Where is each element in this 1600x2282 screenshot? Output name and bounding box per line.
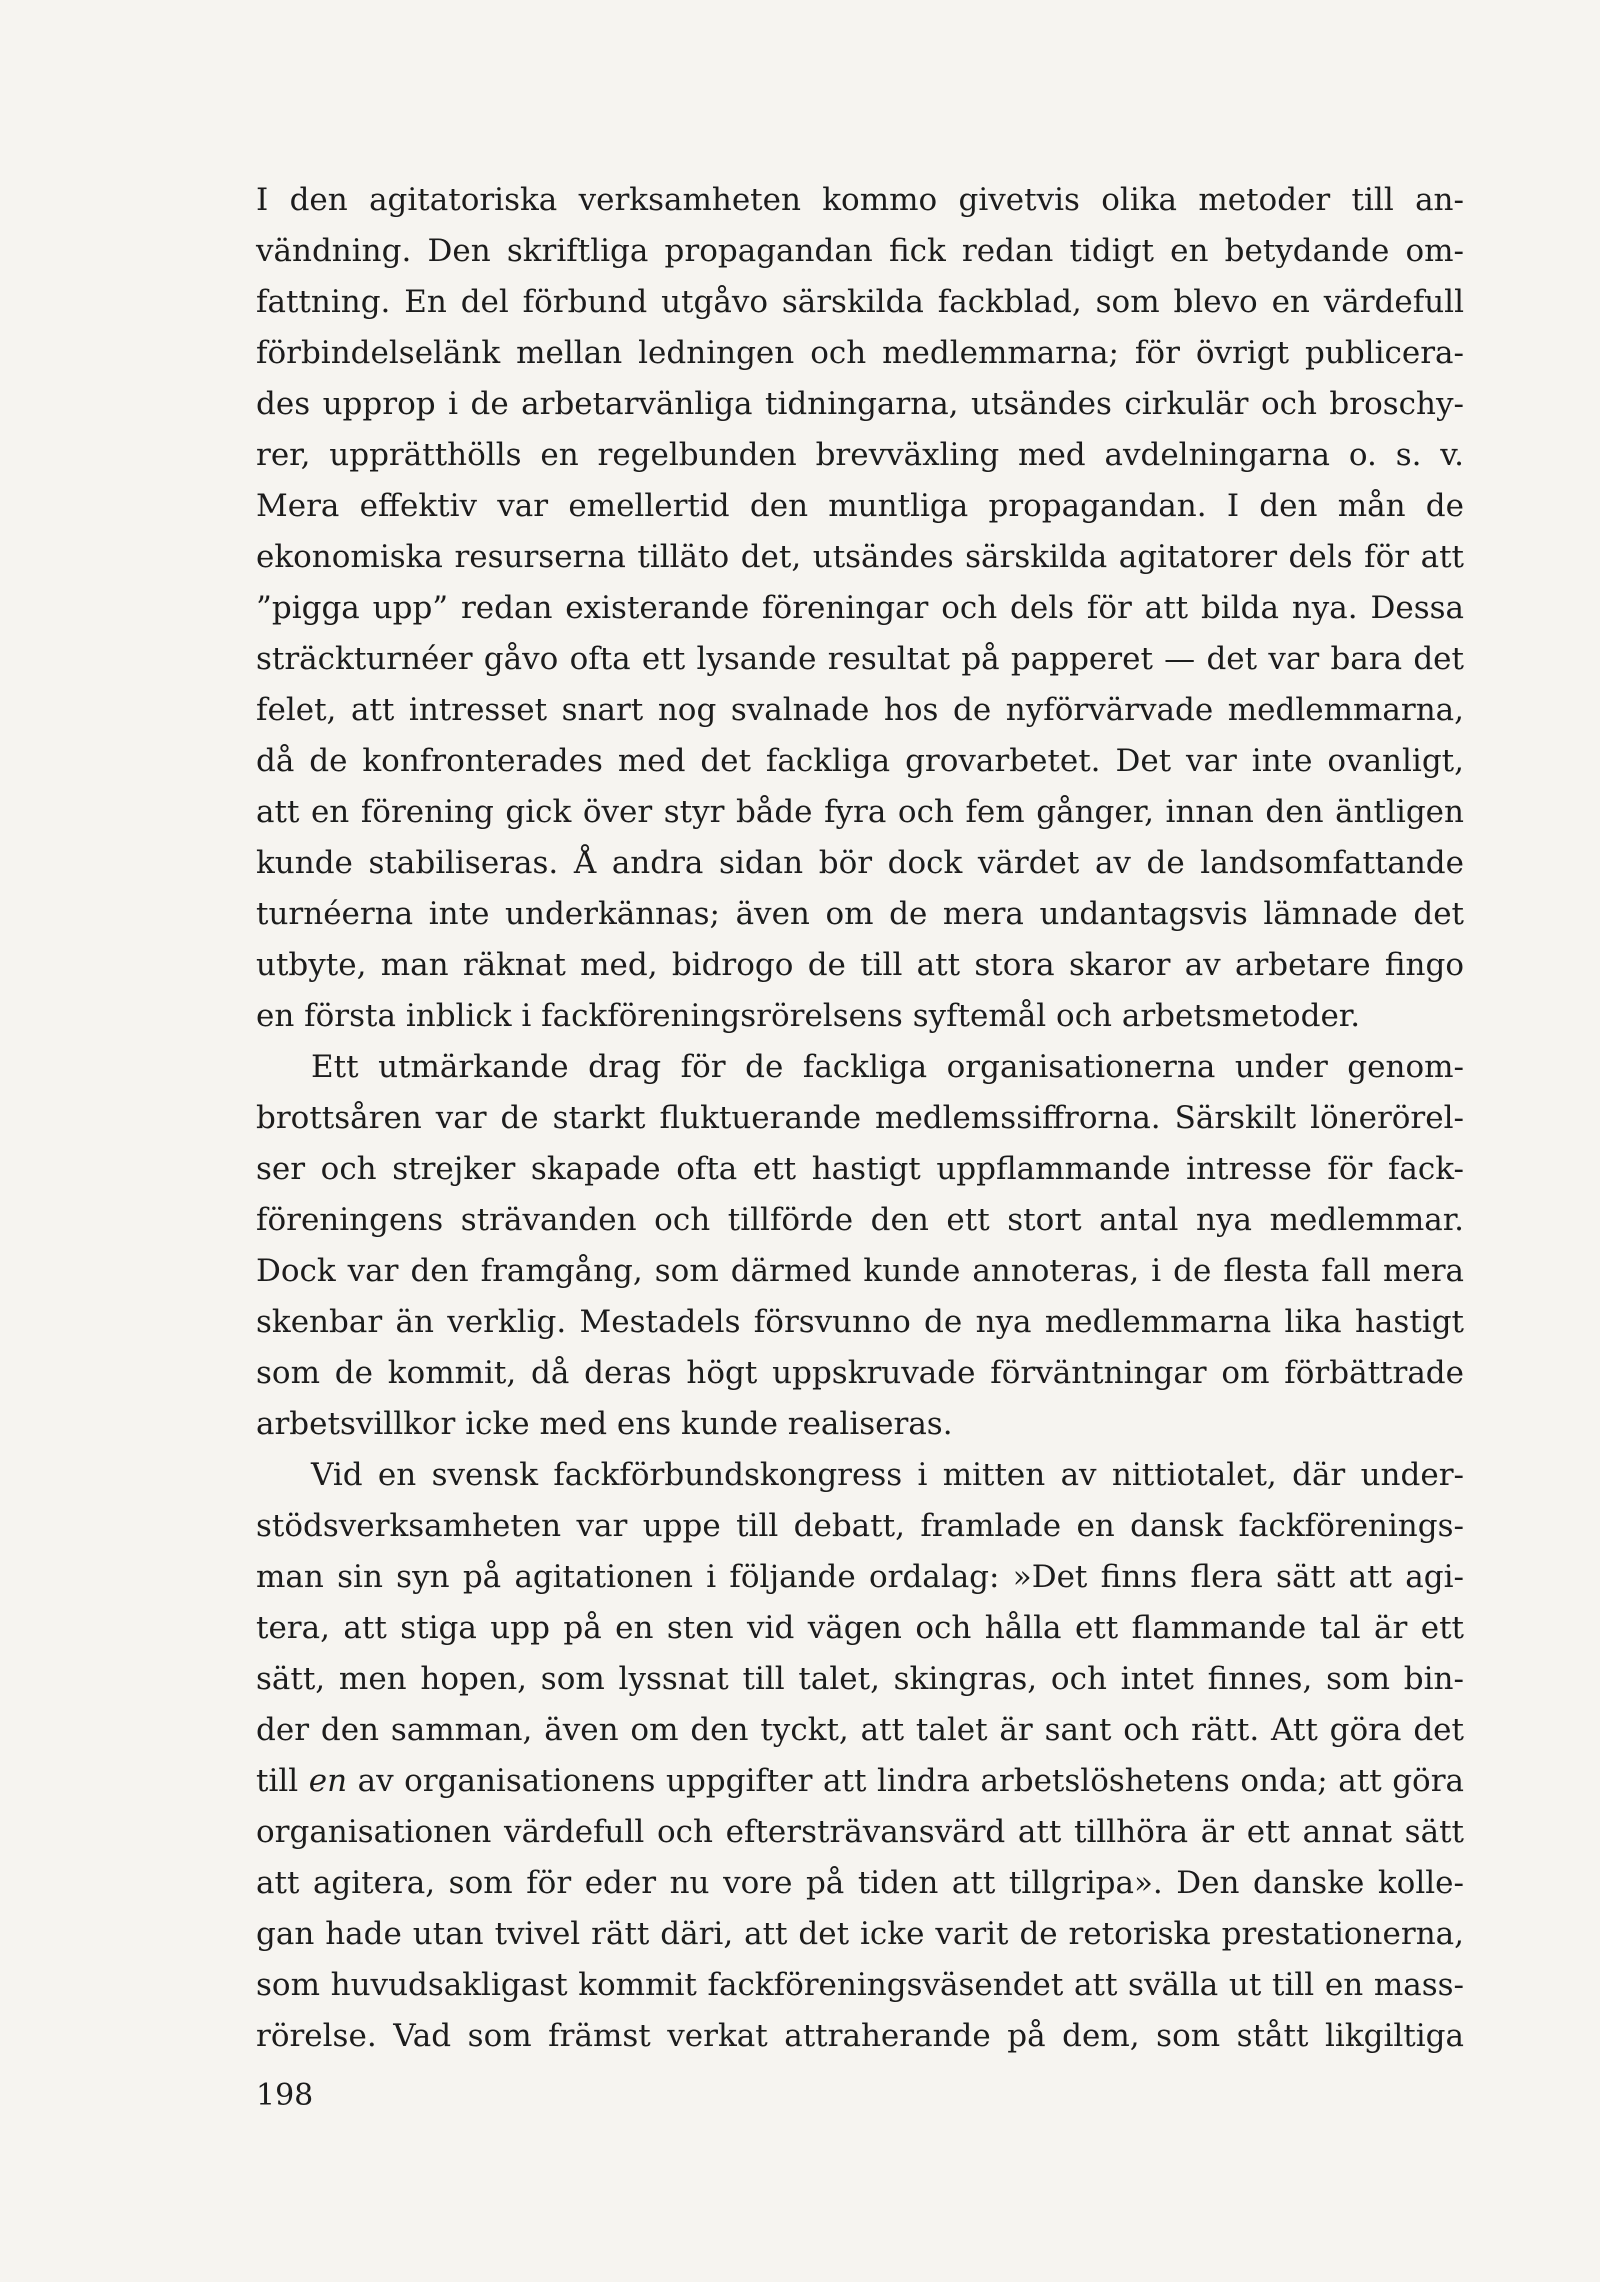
text-line: vändning. Den skriftliga propagandan fick redan tidigt en betydande om- xyxy=(256,233,1464,269)
text-line xyxy=(256,1756,1464,1807)
text-line: som de kommit, då deras högt uppskruvade förväntningar om förbättrade xyxy=(256,1355,1464,1391)
paragraph-3 xyxy=(256,1450,1464,2062)
text-line: föreningens strävanden och tillförde den ett stort antal nya medlemmar. xyxy=(256,1202,1464,1238)
text-run: av organisationens uppgifter att lindra arbetslöshetens onda; att göra xyxy=(347,1763,1464,1799)
text-line: felet, att intresset snart nog svalnade hos de nyförvärvade medlemmarna, xyxy=(256,692,1464,728)
text-line: kunde stabiliseras. Å andra sidan bör dock värdet av de landsomfattande xyxy=(256,845,1464,881)
text-line: skenbar än verklig. Mestadels försvunno de nya medlemmarna lika hastigt xyxy=(256,1304,1464,1340)
text-line: arbetsvillkor icke med ens kunde realiseras. xyxy=(256,1406,953,1442)
text-line: organisationen värdefull och eftersträvansvärd att tillhöra är ett annat sätt xyxy=(256,1814,1464,1850)
text-run: till xyxy=(256,1763,299,1799)
text-line: man sin syn på agitationen i följande ordalag: »Det finns flera sätt att agi- xyxy=(256,1559,1464,1595)
body-text xyxy=(256,175,1464,2062)
page-number: 198 xyxy=(256,2078,314,2113)
text-line: fattning. En del förbund utgåvo särskilda fackblad, som blevo en värdefull xyxy=(256,284,1464,320)
text-line: rer, upprätthölls en regelbunden brevväxling med avdelningarna o. s. v. xyxy=(256,437,1464,473)
text-line: stödsverksamheten var uppe till debatt, framlade en dansk fackförenings- xyxy=(256,1508,1464,1544)
text-line: tera, att stiga upp på en sten vid vägen och hålla ett flammande tal är ett xyxy=(256,1610,1464,1646)
text-line: sätt, men hopen, som lyssnat till talet, skingras, och intet finnes, som bin- xyxy=(256,1661,1464,1697)
text-line: utbyte, man räknat med, bidrogo de till att stora skaror av arbetare fingo xyxy=(256,947,1464,983)
text-line: Mera effektiv var emellertid den muntliga propagandan. I den mån de xyxy=(256,488,1464,524)
text-line: som huvudsakligast kommit fackföreningsväsendet att svälla ut till en mass- xyxy=(256,1967,1464,2003)
emphasis-text: en xyxy=(308,1763,348,1799)
text-line: då de konfronterades med det fackliga grovarbetet. Det var inte ovanligt, xyxy=(256,743,1464,779)
text-line: en första inblick i fackföreningsrörelsens syftemål och arbetsmetoder. xyxy=(256,998,1361,1034)
text-line: ekonomiska resurserna tilläto det, utsändes särskilda agitatorer dels för att xyxy=(256,539,1464,575)
text-line: förbindelselänk mellan ledningen och medlemmarna; för övrigt publicera- xyxy=(256,335,1464,371)
text-line: Ett utmärkande drag för de fackliga organisationerna under genom- xyxy=(311,1049,1464,1085)
text-line: att en förening gick över styr både fyra och fem gånger, innan den äntligen xyxy=(256,794,1464,830)
text-line: ”pigga upp” redan existerande föreningar och dels för att bilda nya. Dessa xyxy=(256,590,1464,626)
text-line: ser och strejker skapade ofta ett hastigt uppflammande intresse för fack- xyxy=(256,1151,1464,1187)
text-line: Vid en svensk fackförbundskongress i mitten av nittiotalet, där under- xyxy=(311,1457,1464,1493)
text-line: sträckturnéer gåvo ofta ett lysande resultat på papperet — det var bara det xyxy=(256,641,1464,677)
text-line: turnéerna inte underkännas; även om de mera undantagsvis lämnade det xyxy=(256,896,1464,932)
text-line: Dock var den framgång, som därmed kunde annoteras, i de flesta fall mera xyxy=(256,1253,1464,1289)
paragraph-1 xyxy=(256,175,1464,1042)
paragraph-2 xyxy=(256,1042,1464,1450)
text-line: rörelse. Vad som främst verkat attraherande på dem, som stått likgiltiga xyxy=(256,2018,1464,2054)
text-line: I den agitatoriska verksamheten kommo givetvis olika metoder till an- xyxy=(256,182,1464,218)
text-line: gan hade utan tvivel rätt däri, att det icke varit de retoriska prestationerna, xyxy=(256,1916,1464,1952)
text-line: der den samman, även om den tyckt, att talet är sant och rätt. Att göra det xyxy=(256,1712,1464,1748)
text-line: brottsåren var de starkt fluktuerande medlemssiffrorna. Särskilt lönerörel- xyxy=(256,1100,1464,1136)
text-line: des upprop i de arbetarvänliga tidningarna, utsändes cirkulär och broschy- xyxy=(256,386,1464,422)
text-line: att agitera, som för eder nu vore på tiden att tillgripa». Den danske kolle- xyxy=(256,1865,1464,1901)
